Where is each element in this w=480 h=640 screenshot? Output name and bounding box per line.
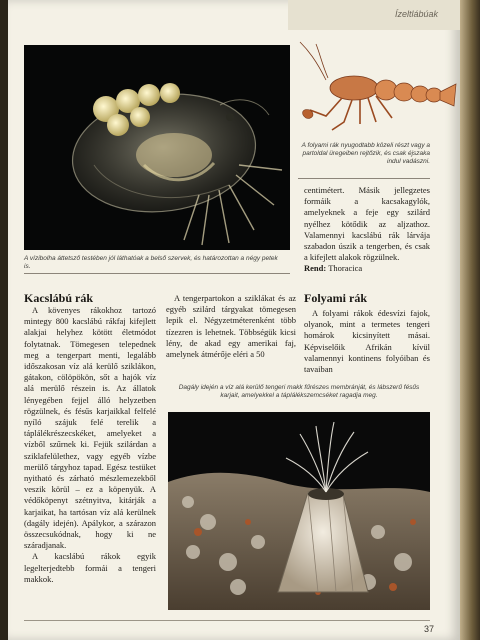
article-column <box>166 293 296 360</box>
paragraph: A kacslábú rákok egyik legelterjedtebb formái a tengeri makkok. <box>24 551 156 584</box>
rend-value: Thoracica <box>328 263 363 274</box>
page-number: 37 <box>423 624 434 634</box>
crayfish-drawing <box>296 40 458 136</box>
barnacle-photo <box>168 412 430 610</box>
caption-divider <box>298 178 430 179</box>
article-column <box>304 185 430 275</box>
caption-divider <box>24 273 290 274</box>
barnacle-illustration <box>168 412 430 610</box>
rend-label: Rend: <box>304 263 327 274</box>
water-flea-illustration <box>24 45 290 250</box>
article-column <box>24 305 156 585</box>
paragraph: A folyami rákok édesvízi fajok, olyanok, mint a termetes tengeri homárok kicsinyített másai. Képviselőik Afrikán kívül valamennyi kontinens folyóiban és tavaiban <box>304 308 430 375</box>
caption-crayfish: A folyami rák nyugodtabb közeli részt vagy a partoldal üregeiben rejtőzik, és csak éjszaka indul vadászni. <box>301 142 430 165</box>
heading-folyami-rak: Folyami rák <box>304 291 367 305</box>
caption-barnacle: Dagály idején a víz alá kerülő tengeri makk fűrészes membránját, és lábszerű fésűs karjait, amelyekkel a táplálékszemcséket ragadja meg. <box>178 384 420 399</box>
taxon-line <box>304 263 430 274</box>
book-spine-edge <box>460 0 480 640</box>
paragraph: centimétert. Másik jellegzetes formáik a kacsakagylók, amelyeknek a feje egy szilárd nyélhez kötődik az aljzathoz. Valamennyi kacslábú rák lárvája szabadon úszik a tengerben, és csak a kifejlett alakok rögzülnek. <box>304 185 430 263</box>
caption-water-flea: A vízibolha áttetsző testében jól láthatóak a belső szervek, és határozottan a négy petek is. <box>24 255 278 270</box>
water-flea-photo <box>24 45 290 250</box>
book-page <box>8 0 460 640</box>
section-label: Ízeltlábúak <box>394 9 438 19</box>
footer-divider <box>24 620 430 621</box>
paragraph: A kövenyes rákokhoz tartozó mintegy 800 kacslábú rákfaj kifejlett alakjai helyhez kötött életmódot folytatnak. Tömegesen telepednek meg a tengerpart menti, legalább időszakosan víz alá kerülő sziklákon, gátakon, cölöpökön, sőt a hajók víz alá merülő részein is. Az állatok lényegében fejjel álló helyzetben rögzülnek, és fésűs karjaikkal felfelé nyíló szájuk felé terelik a táplálékrészecskéket, amelyeket a vízből szűrnek ki. Fejük szilárdan a sziklafelülethez, vagy egyéb vízbe merülő tárgyhoz tapad. Egész testüket nyitható és zárható mészlemezekből veszik körül – ez a köpenyük. A védőköpenyt szétnyitva, kitárják a karjaikat, ha tartósan víz alá kerülnek (dagály idején). Apálykor, a szárazon összecsukódnak, hogy ki ne száradjanak. <box>24 305 156 551</box>
paragraph: A tengerpartokon a sziklákat és az egyéb szilárd tárgyakat tömegesen lepik el. Négyzetméterenként több tízezren is lehetnek. Többségük kicsi lény, de akad egy amerikai faj, amelynek átmérője eléri a 50 <box>166 293 296 360</box>
article-column <box>304 308 430 375</box>
heading-kacslabu-rak: Kacslábú rák <box>24 291 94 305</box>
